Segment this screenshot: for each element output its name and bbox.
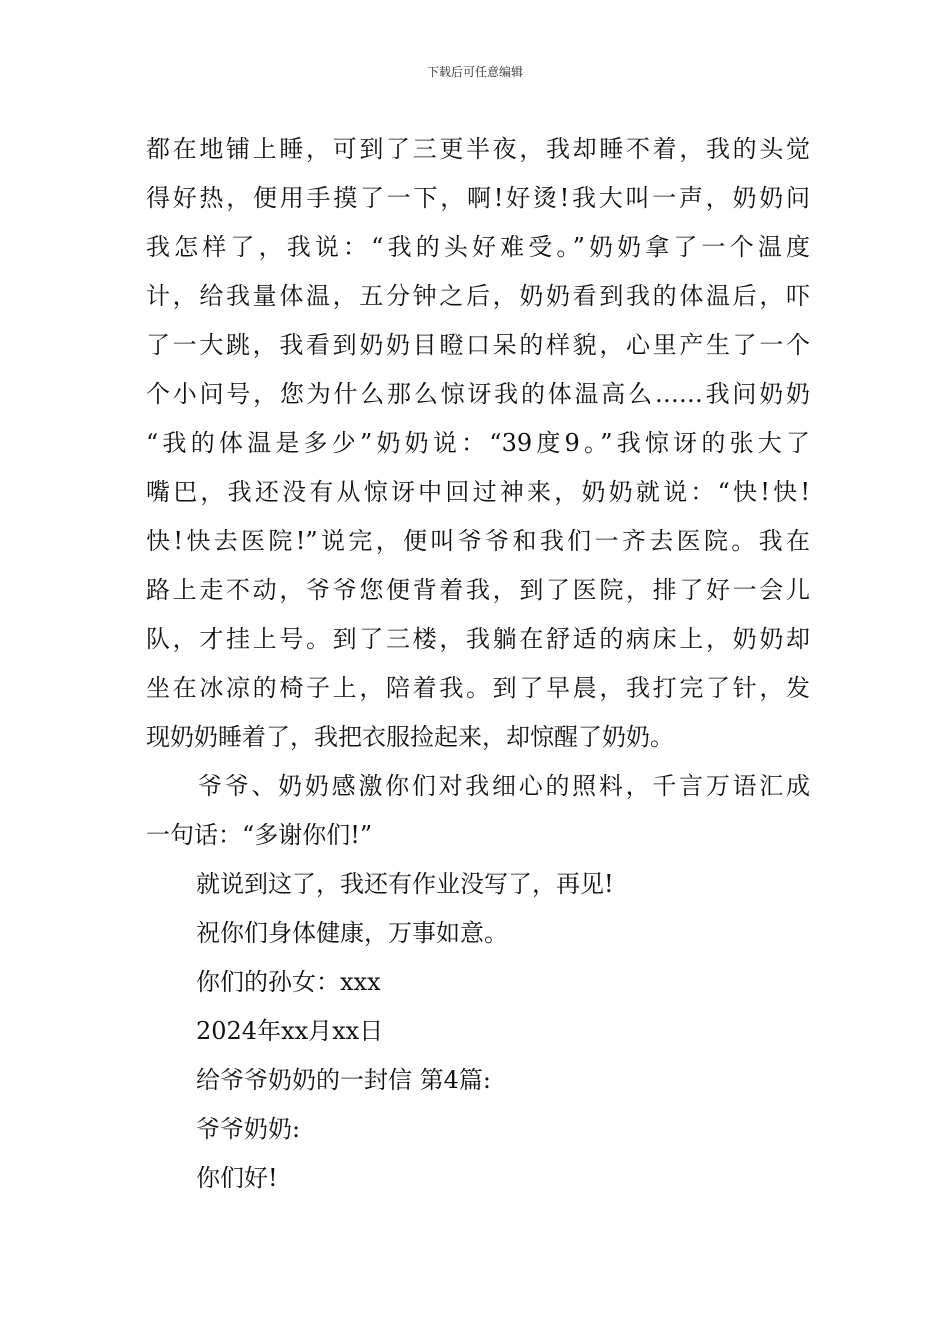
text-line: 路上走不动，爷爷您便背着我，到了医院，排了好一会儿 xyxy=(146,576,810,604)
text-line: 了一大跳，我看到奶奶目瞪口呆的样貌，心里产生了一个 xyxy=(146,331,810,359)
text-line: 得好热，便用手摸了一下，啊!好烫!我大叫一声，奶奶问 xyxy=(146,184,810,212)
greeting-line: 你们好! xyxy=(196,1164,278,1192)
farewell-line: 就说到这了，我还有作业没写了，再见! xyxy=(196,870,614,898)
text-line: 嘴巴，我还没有从惊讶中回过神来，奶奶就说：“快!快! xyxy=(146,478,810,506)
text-line: 个小问号，您为什么那么惊讶我的体温高么……我问奶奶 xyxy=(146,380,810,408)
paragraph-thanks xyxy=(146,762,810,860)
text-line: 一句话：“多谢你们!” xyxy=(146,821,373,849)
text-line: 现奶奶睡着了，我把衣服捡起来，却惊醒了奶奶。 xyxy=(146,723,674,751)
text-line: “我的体温是多少”奶奶说：“39度9。”我惊讶的张大了 xyxy=(146,429,810,457)
page-header: 下载后可任意编辑 xyxy=(426,65,523,79)
document-body xyxy=(146,125,810,1203)
text-line: 我怎样了，我说：“我的头好难受。”奶奶拿了一个温度 xyxy=(146,233,810,261)
signature-line: 你们的孙女：xxx xyxy=(196,968,381,996)
text-line: 计，给我量体温，五分钟之后，奶奶看到我的体温后，吓 xyxy=(146,282,810,310)
wishes-line: 祝你们身体健康，万事如意。 xyxy=(196,919,508,947)
text-line: 爷爷、奶奶感激你们对我细心的照料，千言万语汇成 xyxy=(198,772,810,800)
paragraph-story xyxy=(146,125,810,762)
salutation-line: 爷爷奶奶: xyxy=(196,1115,301,1143)
letter-closing xyxy=(146,860,810,1203)
text-line: 快!快去医院!”说完，便叫爷爷和我们一齐去医院。我在 xyxy=(146,527,810,555)
section-title: 给爷爷奶奶的一封信 第4篇: xyxy=(196,1066,491,1094)
text-line: 队，才挂上号。到了三楼，我躺在舒适的病床上，奶奶却 xyxy=(146,625,810,653)
text-line: 坐在冰凉的椅子上，陪着我。到了早晨，我打完了针，发 xyxy=(146,674,810,702)
date-line: 2024年xx月xx日 xyxy=(196,1017,384,1045)
text-line: 都在地铺上睡，可到了三更半夜，我却睡不着，我的头觉 xyxy=(146,135,810,163)
